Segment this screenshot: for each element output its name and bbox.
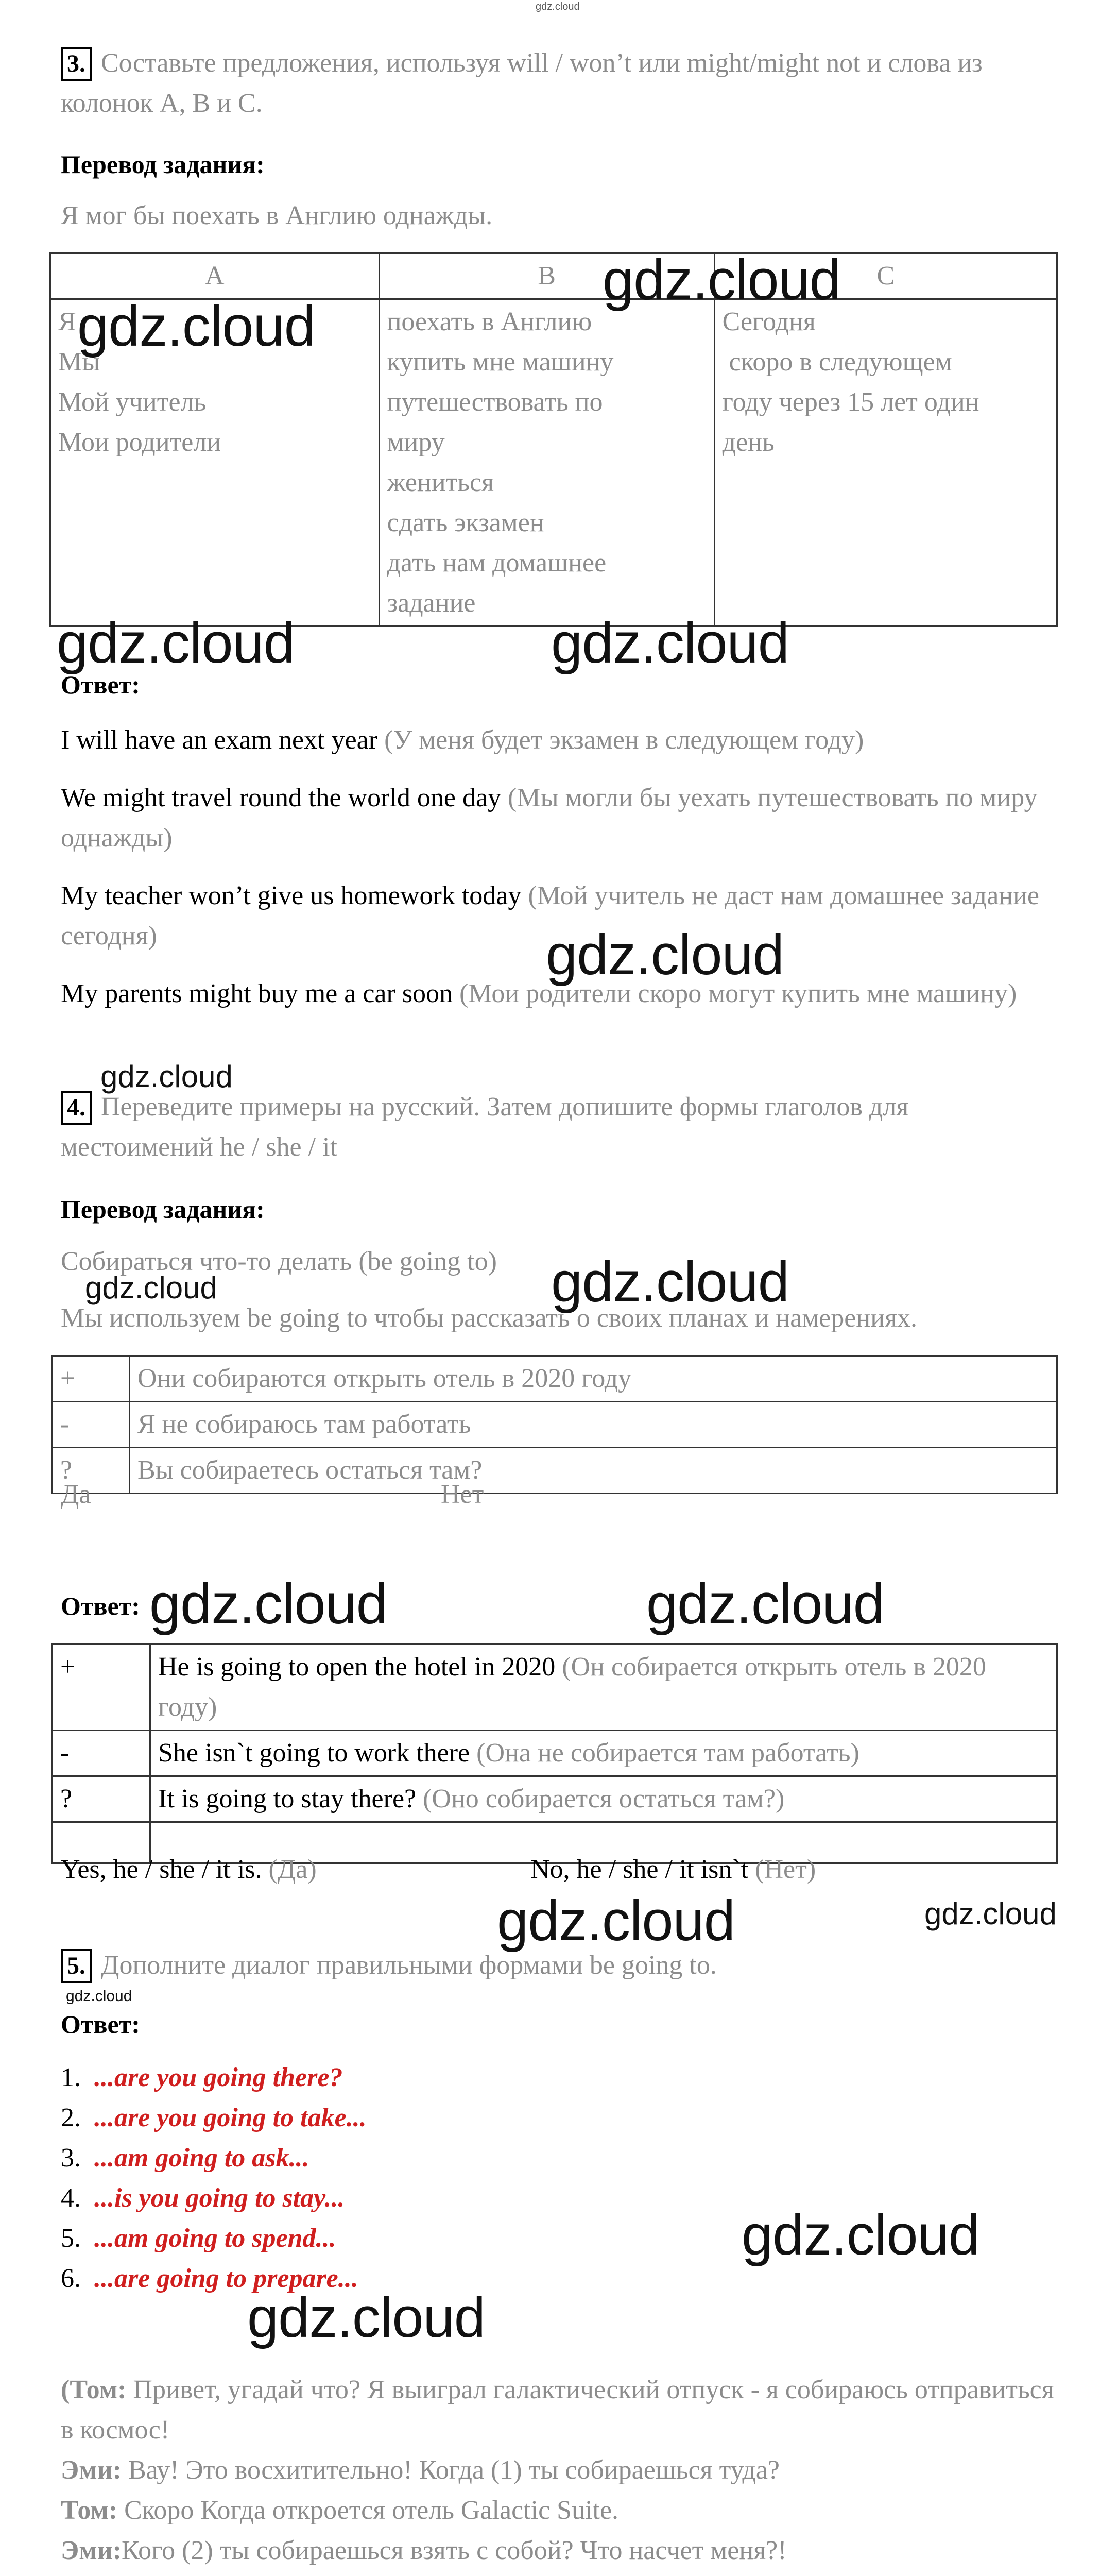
watermark: gdz.cloud xyxy=(603,248,840,312)
task5-answer-heading: Ответ: xyxy=(61,2010,140,2039)
col-c-header: C xyxy=(714,253,1057,299)
task4-instruction-block xyxy=(61,1087,1060,1167)
answer-en: We might travel round the world one day xyxy=(61,783,502,812)
col-c-item: скоро в следующем xyxy=(722,347,952,377)
col-b-item: задание xyxy=(387,588,476,618)
row-sign: + xyxy=(53,1356,130,1402)
col-b-item: миру xyxy=(387,428,445,457)
row-answer xyxy=(150,1776,1057,1822)
task4-number: 4. xyxy=(61,1091,92,1125)
row-sign: + xyxy=(53,1645,150,1731)
answer-red: ...am going to ask... xyxy=(94,2143,309,2173)
col-c-item: году через 15 лет один xyxy=(722,387,979,417)
answer-ru: (Мои родители скоро могут купить мне машину) xyxy=(459,979,1017,1008)
row-answer xyxy=(150,1731,1057,1776)
watermark: gdz.cloud xyxy=(742,2204,979,2267)
task4-table xyxy=(51,1355,1058,1494)
col-b-header: B xyxy=(379,253,714,299)
watermark: gdz.cloud xyxy=(497,1889,735,1953)
speech: Кого (2) ты собираешься взять с собой? Что насчет меня?! xyxy=(121,2536,787,2565)
task4-line2: Мы используем be going to чтобы рассказать о своих планах и намерениях. xyxy=(61,1303,917,1333)
col-c-cell xyxy=(714,299,1057,626)
watermark: gdz.cloud xyxy=(57,612,295,675)
watermark: gdz.cloud xyxy=(646,1572,884,1636)
task4-short-yes xyxy=(61,1850,317,1890)
answer-en: My parents might buy me a car soon xyxy=(61,979,453,1008)
task4-translation-heading: Перевод задания: xyxy=(61,1195,265,1224)
task4-yes: Да xyxy=(61,1480,91,1509)
dialogue-line xyxy=(61,2450,1065,2490)
answer-ru: (Она не собирается там работать) xyxy=(476,1738,859,1768)
task5-dialogue xyxy=(61,2370,1065,2576)
speaker: Эми: xyxy=(61,2536,122,2565)
col-a-item: Мы xyxy=(58,347,100,377)
row-sign: ? xyxy=(53,1448,130,1494)
answer-en: Yes, he / she / it is. xyxy=(61,1855,262,1884)
col-b-cell xyxy=(379,299,714,626)
col-b-item: купить мне машину xyxy=(387,347,614,377)
answer-red: ...are you going to take... xyxy=(94,2103,367,2132)
task3-number: 3. xyxy=(61,47,92,81)
dialogue-line xyxy=(61,2370,1065,2450)
answer-en: No, he / she / it isn`t xyxy=(530,1855,749,1884)
dialogue-line xyxy=(61,2490,1065,2531)
answer-en: My teacher won’t give us homework today xyxy=(61,881,522,910)
task3-instruction-block xyxy=(61,43,1060,124)
row-sign: - xyxy=(53,1731,150,1776)
task3-instruction: Составьте предложения, используя will / won’t или might/might not и слова из колонок A, B и C. xyxy=(61,48,983,118)
col-b-item: сдать экзамен xyxy=(387,508,544,537)
task5-answer-list xyxy=(61,2058,367,2299)
col-a-item: Мои родители xyxy=(58,428,221,457)
answer-red: ...am going to spend... xyxy=(94,2224,336,2253)
col-a-item: Я xyxy=(58,307,76,336)
task3-translation-example: Я мог бы поехать в Англию однажды. xyxy=(61,201,493,230)
speaker: Том: xyxy=(61,2496,118,2525)
answer-ru: (Мой учитель не даст нам домашнее задание сегодня) xyxy=(61,881,1040,951)
task4-answer-heading: Ответ: xyxy=(61,1591,140,1620)
task4-no: Нет xyxy=(441,1480,484,1509)
task5-instruction: Дополните диалог правильными формами be going to. xyxy=(101,1951,717,1980)
answer-en: He is going to open the hotel in 2020 xyxy=(158,1652,556,1682)
task5-number: 5. xyxy=(61,1949,92,1983)
watermark: gdz.cloud xyxy=(924,1896,1057,1931)
answer-red: ...are you going there? xyxy=(94,2063,343,2092)
row-text: Вы собираетесь остаться там? xyxy=(130,1448,1057,1494)
speaker: (Том: xyxy=(61,2375,127,2404)
answer-en: It is going to stay there? xyxy=(158,1784,417,1814)
task4-short-no xyxy=(530,1850,816,1890)
list-item: 3. ...am going to ask... xyxy=(61,2143,309,2173)
speech: Вау! Это восхитительно! Когда (1) ты собираешься туда? xyxy=(121,2455,780,2485)
answer-en: She isn`t going to work there xyxy=(158,1738,470,1768)
list-item: 6. ...are going to prepare... xyxy=(61,2264,358,2293)
task4-instruction: Переведите примеры на русский. Затем допишите формы глаголов для местоимений he / she / it xyxy=(61,1092,909,1162)
watermark: gdz.cloud xyxy=(551,612,789,675)
answer-en: I will have an exam next year xyxy=(61,725,378,755)
col-a-item: Мой учитель xyxy=(58,387,207,417)
dialogue-line xyxy=(61,2531,1065,2571)
row-text: Я не собираюсь там работать xyxy=(130,1402,1057,1448)
watermark: gdz.cloud xyxy=(66,1988,132,2005)
list-item: 2. ...are you going to take... xyxy=(61,2103,367,2132)
watermark: gdz.cloud xyxy=(149,1572,387,1636)
task3-answer-2 xyxy=(61,778,1065,858)
watermark: gdz.cloud xyxy=(100,1059,233,1094)
watermark: gdz.cloud xyxy=(551,1250,789,1314)
row-sign: - xyxy=(53,1402,130,1448)
col-b-item: жениться xyxy=(387,468,494,497)
answer-ru: (Оно собирается остаться там?) xyxy=(423,1784,785,1814)
row-sign: ? xyxy=(53,1776,150,1822)
task3-translation-heading: Перевод задания: xyxy=(61,150,265,179)
col-b-item: путешествовать по xyxy=(387,387,603,417)
col-c-item: день xyxy=(722,428,775,457)
speech: Привет, угадай что? Я выиграл галактический отпуск - я собираюсь отправиться в космос! xyxy=(61,2375,1054,2445)
task4-answer-table xyxy=(51,1643,1058,1864)
answer-ru: (У меня будет экзамен в следующем году) xyxy=(384,725,864,755)
answer-ru: (Нет) xyxy=(755,1855,816,1884)
answer-ru: (Он собирается открыть отель в 2020 году) xyxy=(158,1652,986,1722)
col-b-item: дать нам домашнее xyxy=(387,548,607,578)
answer-red: ...is you going to stay... xyxy=(94,2183,345,2213)
watermark: gdz.cloud xyxy=(85,1270,217,1305)
dialogue-line xyxy=(61,2571,1065,2576)
col-b-item: поехать в Англию xyxy=(387,307,592,336)
watermark: gdz.cloud xyxy=(77,295,315,358)
task4-line1: Собираться что-то делать (be going to) xyxy=(61,1247,497,1276)
list-item: 1. ...are you going there? xyxy=(61,2063,343,2092)
answer-ru: (Мы могли бы уехать путешествовать по миру однажды) xyxy=(61,783,1038,853)
watermark: gdz.cloud xyxy=(247,2286,485,2349)
top-watermark-stamp: gdz.cloud xyxy=(536,1,580,12)
speech: Скоро Когда откроется отель Galactic Suite. xyxy=(117,2496,619,2525)
col-c-item: Сегодня xyxy=(722,307,816,336)
list-item: 5. ...am going to spend... xyxy=(61,2224,336,2253)
row-text: Они собираются открыть отель в 2020 году xyxy=(130,1356,1057,1402)
list-item: 4. ...is you going to stay... xyxy=(61,2183,345,2213)
watermark: gdz.cloud xyxy=(546,923,784,987)
answer-red: ...are going to prepare... xyxy=(94,2264,358,2293)
answer-ru: (Да) xyxy=(268,1855,317,1884)
col-a-header: A xyxy=(50,253,380,299)
row-answer xyxy=(150,1645,1057,1731)
task3-answer-1 xyxy=(61,720,1065,760)
task3-answer-heading: Ответ: xyxy=(61,670,140,699)
speaker: Эми: xyxy=(61,2455,122,2485)
